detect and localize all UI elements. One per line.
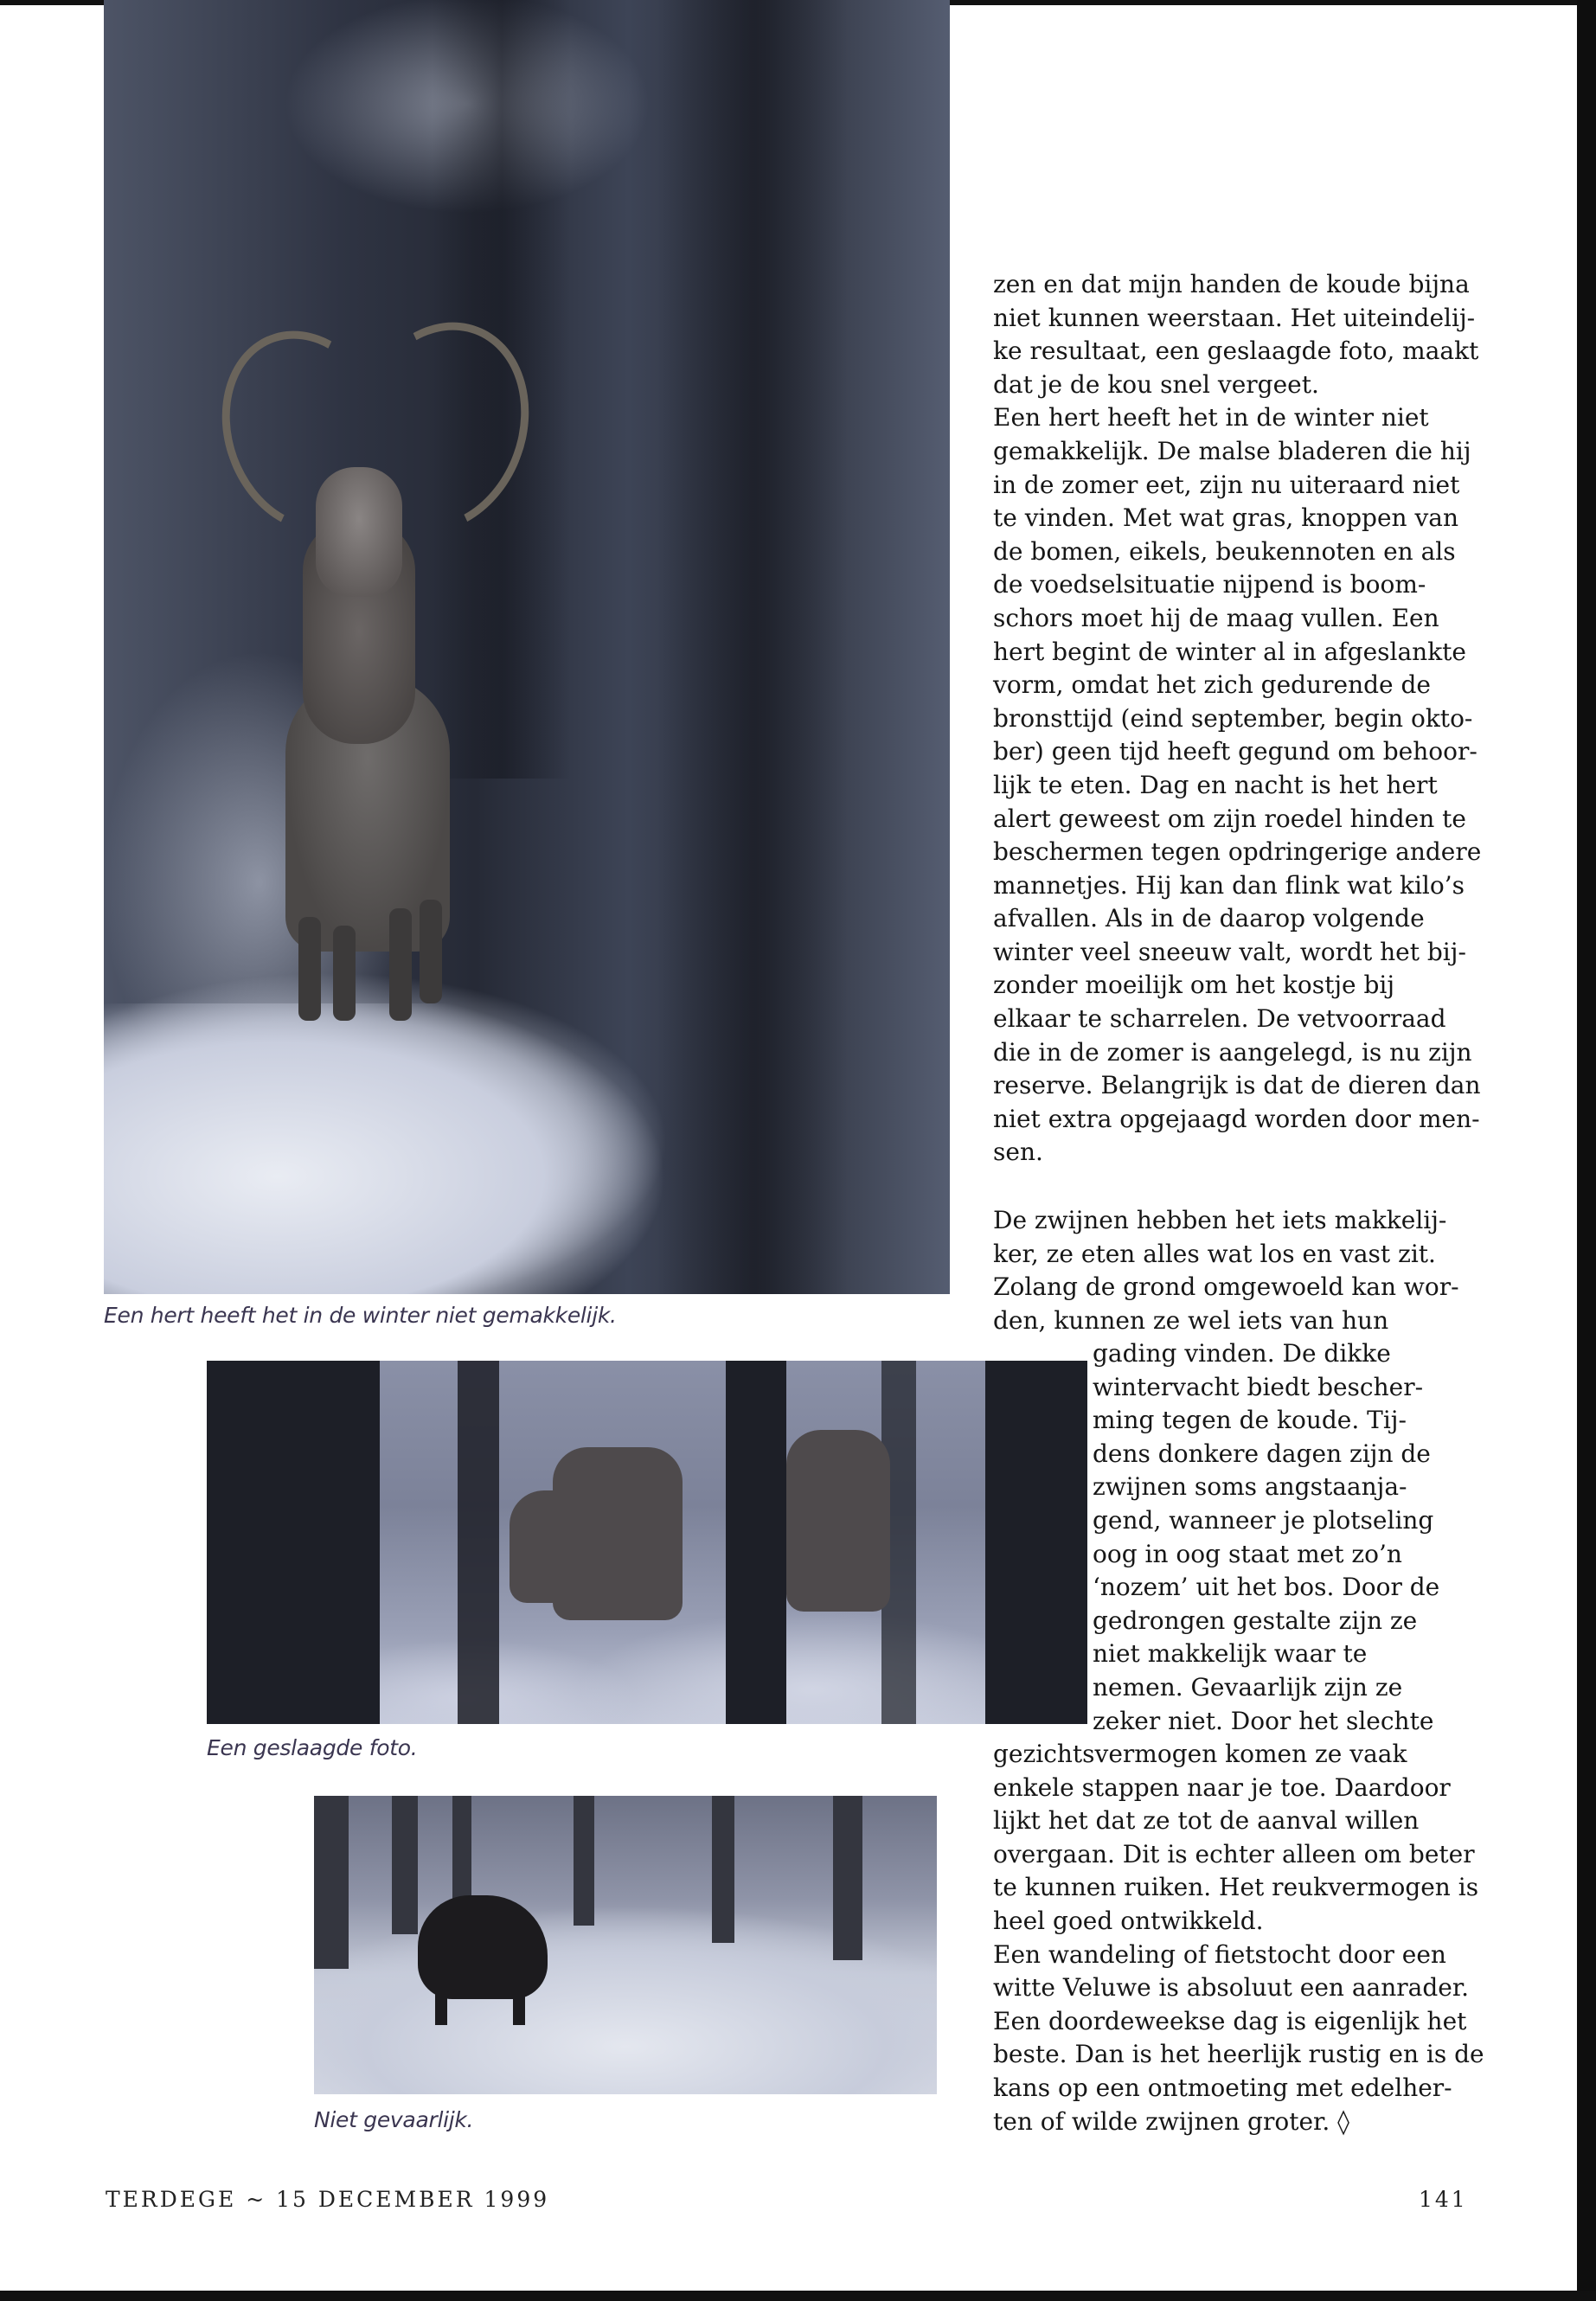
text-line: ‘nozem’ uit het bos. Door de [1093,1573,1440,1602]
text-line: alert geweest om zijn roedel hinden te [993,804,1466,833]
text-line: zonder moeilijk om het kostje bij [993,971,1395,1000]
text-line: ming tegen de koude. Tij- [1093,1406,1407,1435]
text-line: winter veel sneeuw valt, wordt het bij- [993,937,1466,966]
caption-group: Een geslaagde foto. [207,1735,418,1760]
text-line: ten of wilde zwijnen groter. ◊ [993,2106,1349,2136]
text-line: beste. Dan is het heerlijk rustig en is de [993,2040,1484,2069]
text-line: afvallen. Als in de daarop volgende [993,904,1425,933]
text-line: die in de zomer is aangelegd, is nu zijn [993,1037,1472,1067]
text-line: te vinden. Met wat gras, knoppen van [993,503,1458,533]
text-line: in de zomer eet, zijn nu uiteraard niet [993,470,1460,499]
text-line: vorm, omdat het zich gedurende de [993,670,1431,700]
text-line: witte Veluwe is absoluut een aanrader. [993,1973,1470,2003]
text-line: Zolang de grond omgewoeld kan wor- [993,1272,1459,1302]
photo-wild-boar [314,1796,937,2094]
text-line: reserve. Belangrijk is dat de dieren dan [993,1071,1481,1100]
text-line: bronsttijd (eind september, begin okto- [993,703,1473,733]
text-line: beschermen tegen opdringerige andere [993,837,1482,867]
footer-publication: TERDEGE ~ 15 DECEMBER 1999 [106,2187,550,2212]
text-line: De zwijnen hebben het iets makkelij- [993,1206,1447,1234]
text-line: niet kunnen weerstaan. Het uiteindelij- [993,303,1476,332]
text-line: de bomen, eikels, beukennoten en als [993,536,1456,566]
text-line: sen. [993,1138,1043,1167]
text-line: lijkt het dat ze tot de aanval willen [993,1806,1420,1836]
text-line: niet makkelijk waar te [1093,1639,1368,1669]
article-column-end [993,1738,1484,2138]
text-line: oog in oog staat met zo’n [1093,1539,1402,1568]
text-line: wintervacht biedt bescher- [1093,1372,1424,1401]
text-line: gend, wanneer je plotseling [1093,1505,1434,1535]
text-line: hert begint de winter al in afgeslankte [993,637,1466,666]
text-line: ke resultaat, een geslaagde foto, maakt [993,336,1479,366]
caption-stag: Een hert heeft het in de winter niet gemakkelijk. [104,1303,617,1328]
text-line: schors moet hij de maag vullen. Een [993,603,1439,632]
text-line: mannetjes. Hij kan dan flink wat kilo’s [993,870,1465,900]
text-line: de voedselsituatie nijpend is boom- [993,570,1426,599]
photo-deer-group [207,1361,1087,1724]
text-line: zeker niet. Door het slechte [1093,1706,1434,1735]
photo-stag-in-snowy-forest [104,0,950,1294]
text-line: dens donkere dagen zijn de [1093,1439,1431,1468]
text-line: zen en dat mijn handen de koude bijna [993,270,1470,298]
text-line: niet extra opgejaagd worden door men- [993,1104,1480,1133]
text-line: enkele stappen naar je toe. Daardoor [993,1772,1451,1802]
article-column-top [993,268,1481,1170]
text-line: kans op een ontmoeting met edelher- [993,2073,1452,2102]
text-line: den, kunnen ze wel iets van hun [993,1305,1389,1335]
text-line: zwijnen soms angstaanja- [1093,1472,1407,1502]
text-line: Een hert heeft het in de winter niet [993,403,1429,433]
text-line: Een wandeling of fietstocht door een [993,1939,1446,1969]
text-line: gading vinden. De dikke [1093,1339,1391,1368]
article-column-wrap [1093,1337,1439,1738]
text-line: ber) geen tijd heeft gegund om behoor- [993,737,1477,766]
article-column-boar-intro [993,1204,1459,1337]
text-line: lijk te eten. Dag en nacht is het hert [993,770,1438,799]
text-line: gemakkelijk. De malse bladeren die hij [993,436,1471,465]
scan-border-bottom [0,2291,1596,2301]
text-line: dat je de kou snel vergeet. [993,369,1319,399]
text-line: overgaan. Dit is echter alleen om beter [993,1839,1475,1868]
text-line: heel goed ontwikkeld. [993,1906,1264,1935]
text-line: elkaar te scharrelen. De vetvoorraad [993,1004,1446,1034]
footer-page-number: 141 [1419,2187,1468,2212]
text-line: te kunnen ruiken. Het reukvermogen is [993,1873,1479,1902]
text-line: ker, ze eten alles wat los en vast zit. [993,1239,1436,1268]
text-line: gedrongen gestalte zijn ze [1093,1606,1418,1635]
text-line: gezichtsvermogen komen ze vaak [993,1740,1407,1768]
text-line: Een doordeweekse dag is eigenlijk het [993,2006,1467,2035]
scan-border-right [1577,0,1596,2301]
caption-boar: Niet gevaarlijk. [314,2107,474,2132]
text-line: nemen. Gevaarlijk zijn ze [1093,1672,1403,1702]
